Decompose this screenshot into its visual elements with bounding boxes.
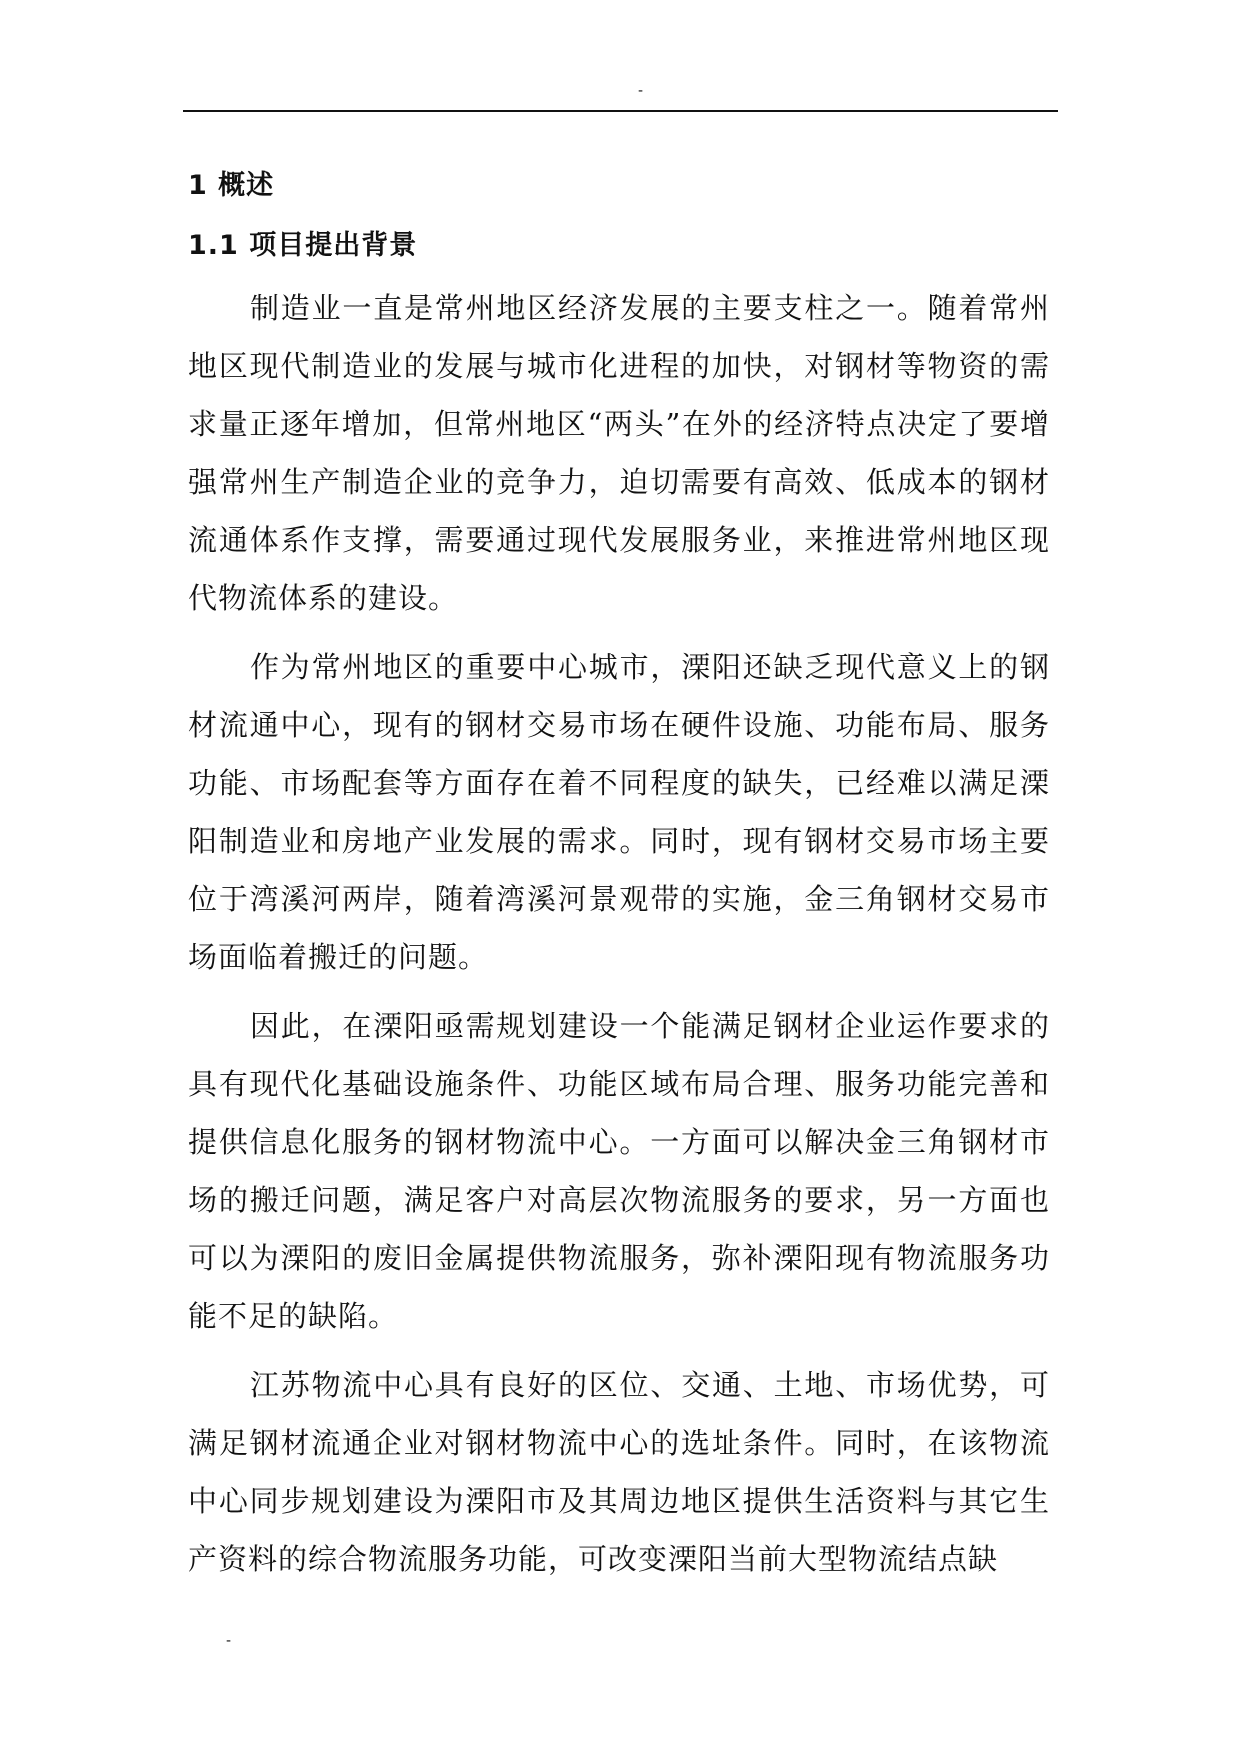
body-paragraph: 作为常州地区的重要中心城市，溧阳还缺乏现代意义上的钢材流通中心，现有的钢材交易市场在硬件设施、功能布局、服务功能、市场配套等方面存在着不同程度的缺失，已经难以满足溧阳制造业和房地产业发展的需求。同时，现有钢材交易市场主要位于湾溪河两岸，随着湾溪河景观带的实施，金三角钢材交易市场面临着搬迁的问题。 bbox=[188, 650, 1050, 974]
body-paragraph: 因此，在溧阳亟需规划建设一个能满足钢材企业运作要求的具有现代化基础设施条件、功能区域布局合理、服务功能完善和提供信息化服务的钢材物流中心。一方面可以解决金三角钢材市场的搬迁问题，满足客户对高层次物流服务的要求，另一方面也可以为溧阳的废旧金属提供物流服务，弥补溧阳现有物流服务功能不足的缺陷。 bbox=[188, 1009, 1050, 1333]
body-paragraph: 江苏物流中心具有良好的区位、交通、土地、市场优势，可满足钢材流通企业对钢材物流中心的选址条件。同时，在该物流中心同步规划建设为溧阳市及其周边地区提供生活资料与其它生产资料的综合物流服务功能，可改变溧阳当前大型物流结点缺 bbox=[188, 1368, 1050, 1576]
header-rule bbox=[183, 110, 1058, 112]
footer-mark: - bbox=[226, 1633, 232, 1649]
section-heading: 1 概述 bbox=[188, 170, 275, 201]
header-mark: - bbox=[638, 83, 644, 99]
document-body bbox=[188, 165, 1050, 1599]
body-paragraph: 制造业一直是常州地区经济发展的主要支柱之一。随着常州地区现代制造业的发展与城市化进程的加快，对钢材等物资的需求量正逐年增加，但常州地区“两头”在外的经济特点决定了要增强常州生产制造企业的竞争力，迫切需要有高效、低成本的钢材流通体系作支撑，需要通过现代发展服务业，来推进常州地区现代物流体系的建设。 bbox=[188, 291, 1050, 615]
subsection-heading: 1.1 项目提出背景 bbox=[188, 230, 418, 261]
